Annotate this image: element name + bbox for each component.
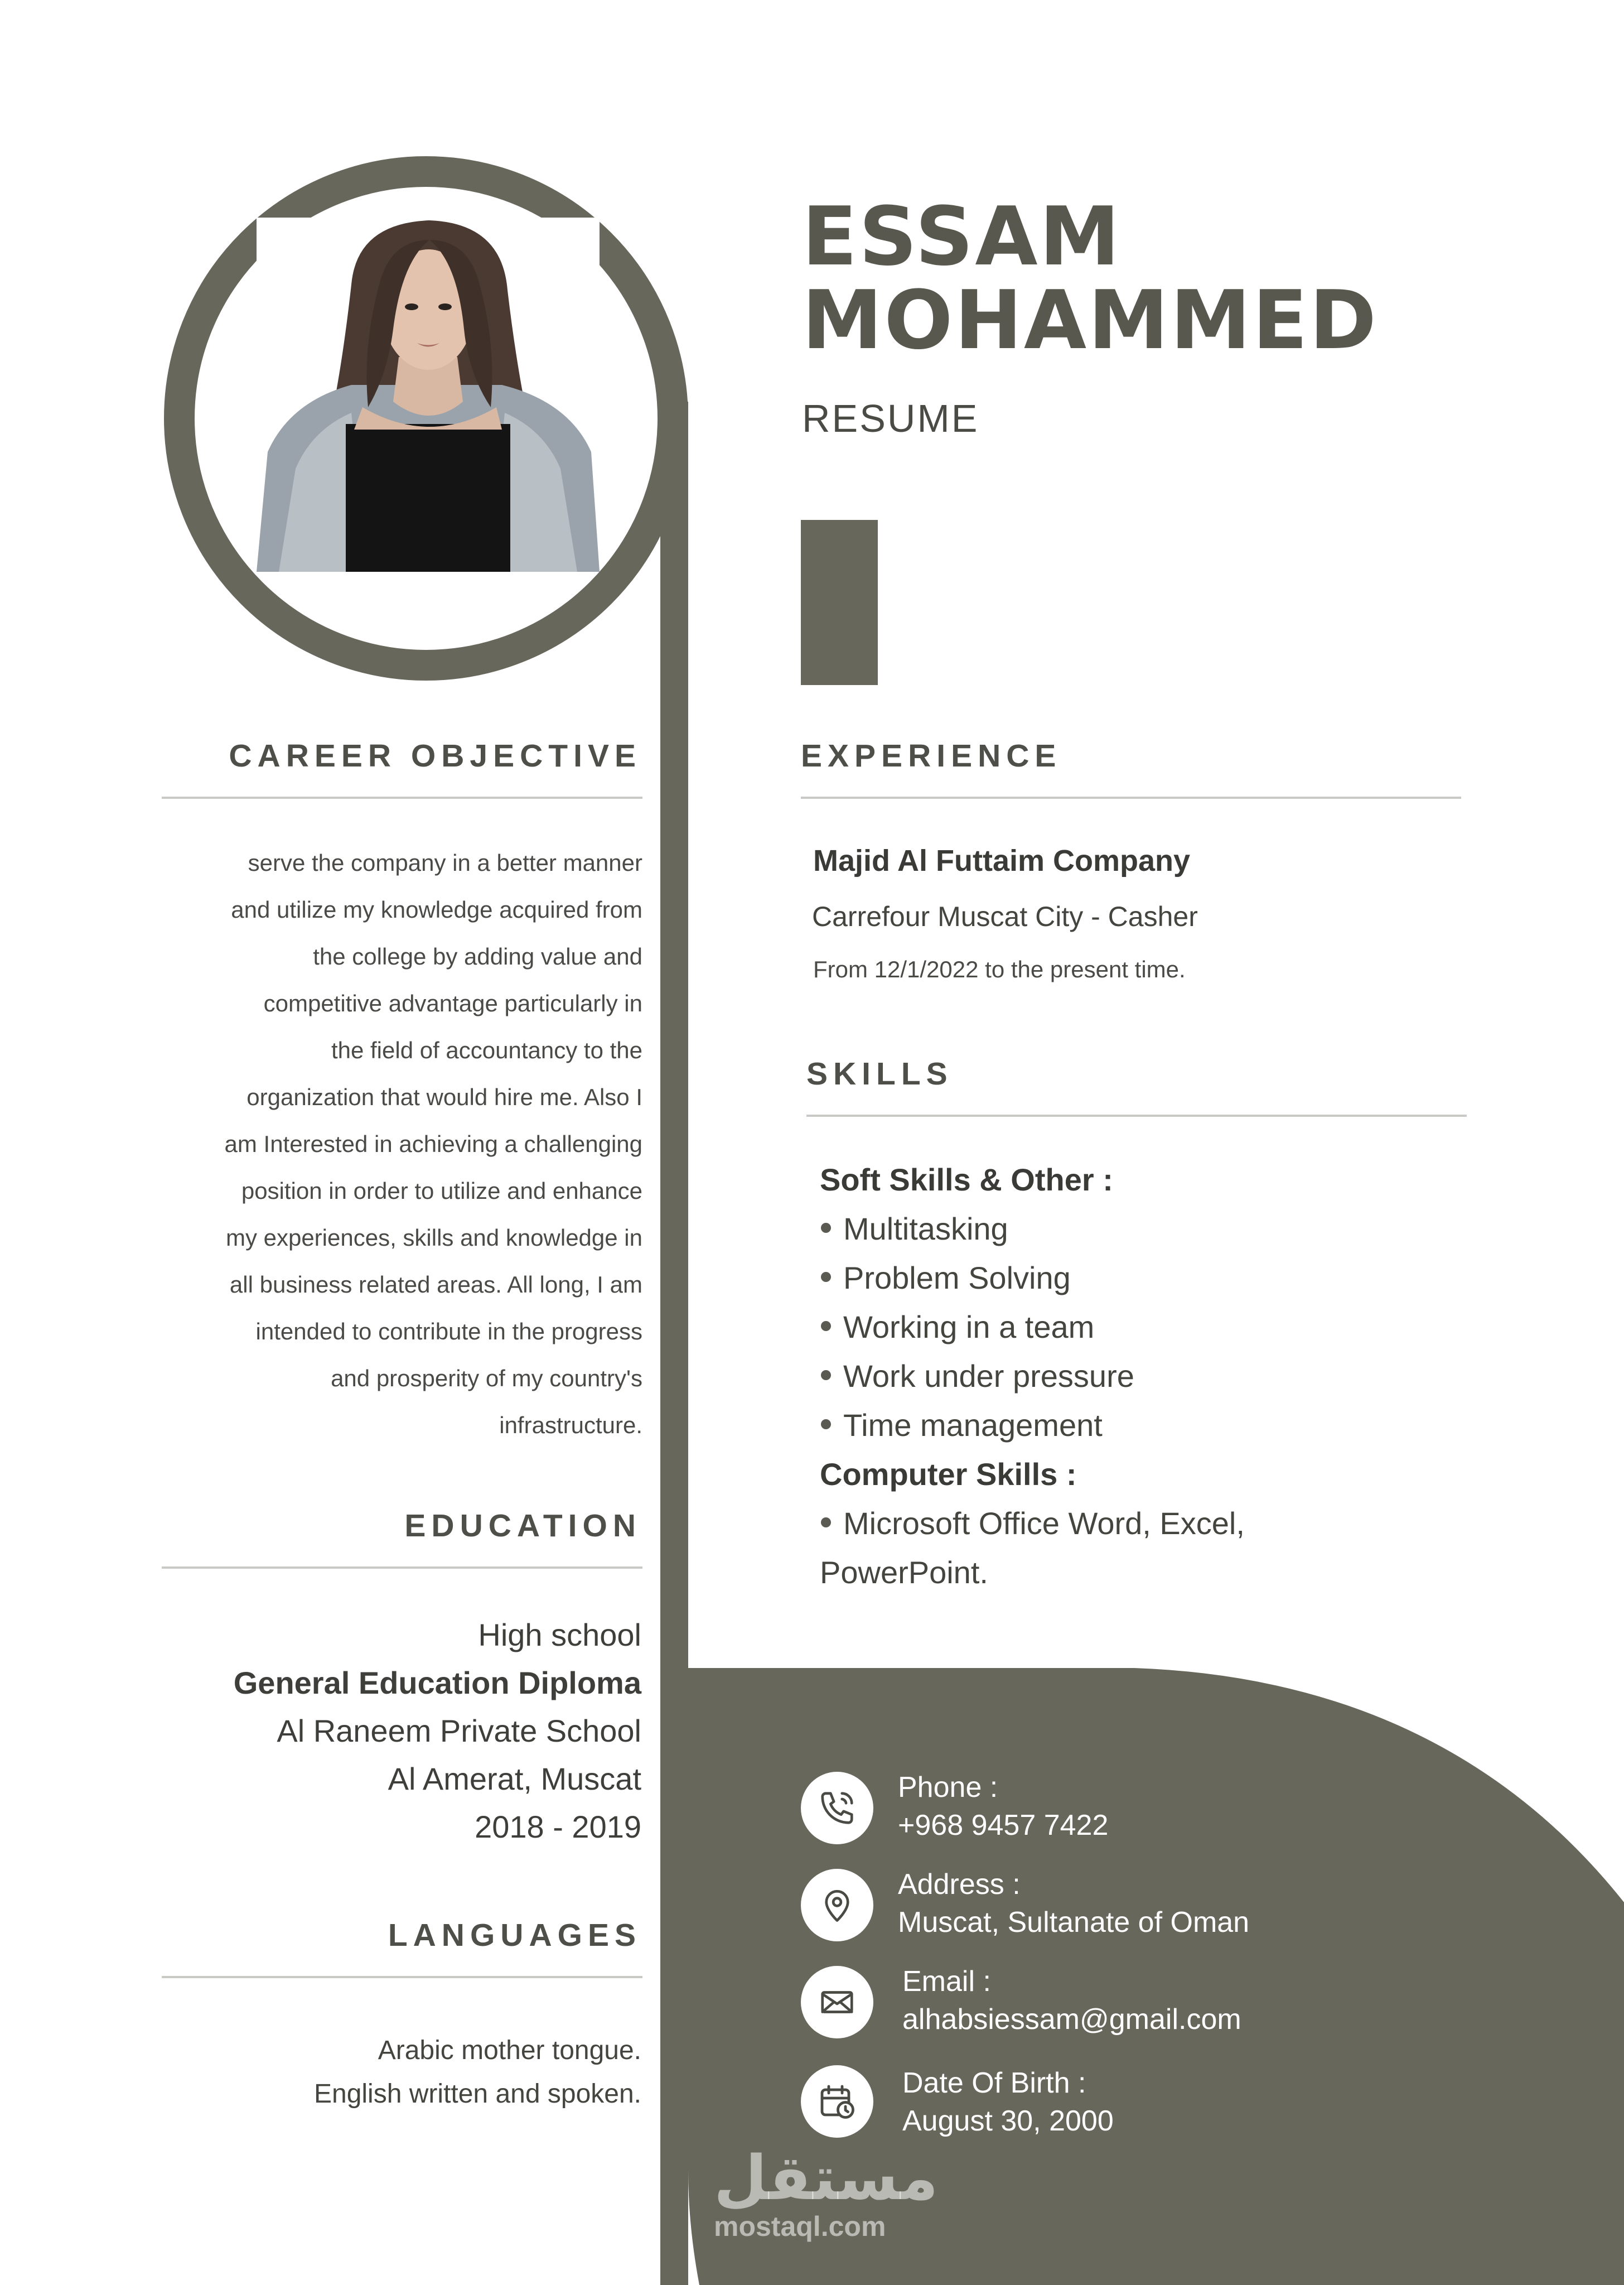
computer-skills-title: Computer Skills : [820,1457,1077,1492]
experience-period: From 12/1/2022 to the present time. [813,956,1186,982]
experience-heading: EXPERIENCE [801,738,1062,774]
mail-icon [801,1966,873,2038]
bullet-icon [821,1517,831,1527]
skill-label: Multitasking [843,1211,1008,1246]
candidate-name [802,190,1379,368]
languages-heading: LANGUAGES [388,1917,641,1953]
education-degree: General Education Diploma [233,1665,641,1700]
profile-photo [257,218,600,572]
career-line: am Interested in achieving a challenging [224,1131,642,1157]
divider [806,1115,1467,1117]
bullet-icon [821,1370,831,1380]
career-line: and utilize my knowledge acquired from [231,896,642,923]
calendar-icon [801,2065,873,2138]
education-location: Al Amerat, Muscat [388,1761,641,1796]
bullet-icon [821,1272,831,1282]
divider [162,797,642,799]
document-subtitle: RESUME [802,397,979,440]
skill-item [821,1211,1008,1247]
accent-stem [660,402,688,2285]
address-value: Muscat, Sultanate of Oman [898,1906,1250,1939]
name-first: ESSAM [802,190,1122,284]
career-line: my experiences, skills and knowledge in [225,1225,642,1251]
skill-label: Microsoft Office Word, Excel, [843,1506,1245,1541]
career-line: position in order to utilize and enhance [241,1178,642,1204]
dob-value: August 30, 2000 [902,2105,1114,2137]
career-objective-text [162,840,642,1449]
skill-item [821,1260,1071,1296]
language-item: Arabic mother tongue. [378,2036,641,2065]
phone-value: +968 9457 7422 [898,1809,1109,1842]
education-heading: EDUCATION [404,1508,641,1544]
skill-label: Time management [843,1407,1103,1443]
watermark-latin: mostaql.com [714,2211,886,2242]
career-line: the college by adding value and [313,943,642,970]
divider [162,1566,642,1569]
skill-item-continued: PowerPoint. [820,1555,988,1590]
experience-role: Carrefour Muscat City - Casher [812,901,1198,932]
name-last: MOHAMMED [802,273,1379,368]
skill-item [821,1407,1103,1443]
language-item: English written and spoken. [313,2079,641,2109]
bullet-icon [821,1321,831,1331]
location-pin-icon [801,1869,873,1941]
skill-item [821,1505,1245,1541]
divider [162,1976,642,1978]
email-label: Email : [902,1965,991,1998]
skills-heading: SKILLS [806,1056,953,1092]
education-years: 2018 - 2019 [475,1809,641,1844]
career-line: intended to contribute in the progress [255,1318,642,1344]
education-school: Al Raneem Private School [277,1713,641,1748]
address-label: Address : [898,1868,1021,1901]
skill-label: Work under pressure [843,1358,1134,1394]
career-line: infrastructure. [499,1412,642,1438]
divider [801,797,1461,799]
education-level: High school [478,1617,641,1652]
soft-skills-title: Soft Skills & Other : [820,1162,1113,1197]
career-line: the field of accountancy to the [331,1037,642,1063]
bullet-icon [821,1419,831,1429]
career-line: organization that would hire me. Also I [246,1084,642,1110]
phone-label: Phone : [898,1771,998,1804]
career-line: competitive advantage particularly in [263,990,642,1016]
career-line: serve the company in a better manner [248,850,642,876]
accent-bar [801,520,878,685]
career-line: and prosperity of my country's [331,1365,642,1391]
email-value: alhabsiessam@gmail.com [902,2003,1241,2036]
skill-label: Working in a team [843,1309,1095,1344]
career-line: all business related areas. All long, I am [229,1271,642,1298]
skill-label: Problem Solving [843,1260,1071,1295]
experience-company: Majid Al Futtaim Company [813,844,1191,878]
career-objective-heading: CAREER OBJECTIVE [229,738,641,774]
phone-icon [801,1772,873,1844]
bullet-icon [821,1223,831,1233]
watermark-arabic: مستقل [714,2142,939,2214]
dob-label: Date Of Birth : [902,2067,1086,2099]
skill-item [821,1358,1134,1394]
skill-item [821,1309,1094,1345]
